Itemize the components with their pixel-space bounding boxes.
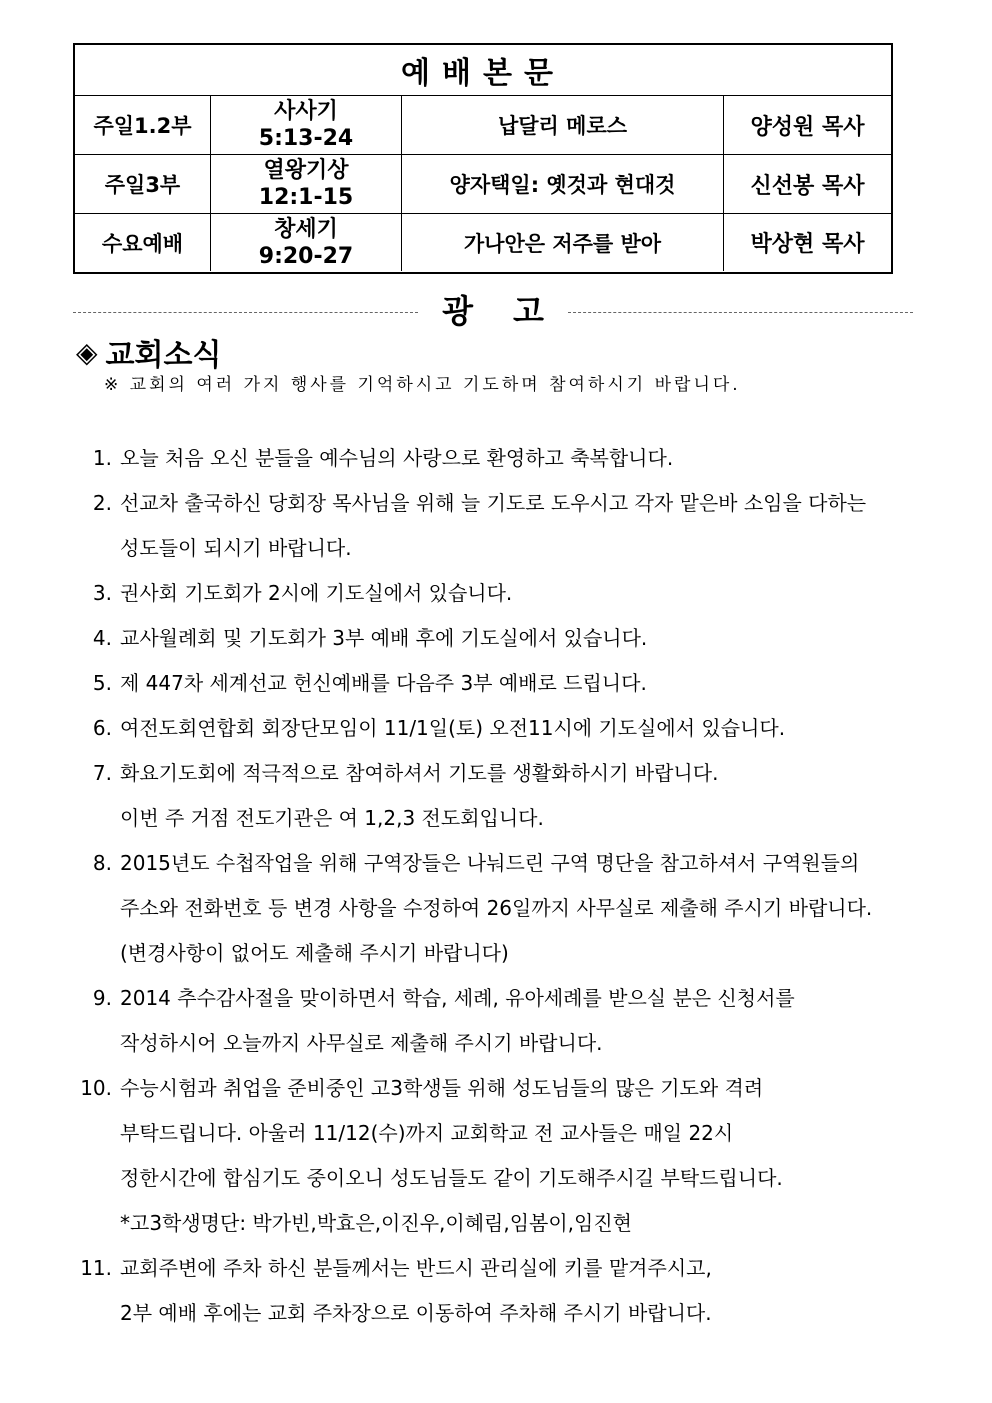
item-text: 정한시간에 합심기도 중이오니 성도님들도 같이 기도해주시길 부탁드립니다. bbox=[120, 1166, 783, 1190]
item-text: 제 447차 세계선교 헌신예배를 다음주 3부 예배로 드립니다. bbox=[120, 671, 647, 695]
list-item-line bbox=[0, 571, 992, 616]
item-text: 2015년도 수첩작업을 위해 구역장들은 나눠드린 구역 명단을 참고하셔서 구역원들의 bbox=[120, 851, 860, 875]
list-item-line bbox=[0, 976, 992, 1021]
list-item-line bbox=[0, 751, 992, 796]
item-text: 2부 예배 후에는 교회 주차장으로 이동하여 주차해 주시기 바랍니다. bbox=[120, 1301, 712, 1325]
list-item-line bbox=[0, 436, 992, 481]
sermon-table bbox=[73, 43, 893, 274]
preacher-cell: 신선봉 목사 bbox=[750, 173, 865, 199]
diamond-bullet-icon: ◈ bbox=[76, 335, 98, 369]
item-number: 11. bbox=[80, 1256, 112, 1280]
list-item-line bbox=[0, 1246, 992, 1291]
list-item-line bbox=[0, 1066, 992, 1111]
scripture-cell bbox=[211, 214, 402, 271]
item-number: 1. bbox=[92, 446, 112, 470]
list-item-line bbox=[0, 661, 992, 706]
list-item-line bbox=[0, 931, 992, 976]
item-text: 2014 추수감사절을 맞이하면서 학습, 세례, 유아세례를 받으실 분은 신청서를 bbox=[120, 986, 795, 1010]
sermon-table-title: 예배본문 bbox=[75, 45, 891, 96]
sermon-title-cell: 납달리 메로스 bbox=[402, 96, 724, 154]
section-note: ※ 교회의 여러 가지 행사를 기억하시고 기도하며 참여하시기 바랍니다. bbox=[104, 375, 741, 395]
scripture-cell bbox=[211, 96, 402, 154]
section-title: 교회소식 bbox=[105, 338, 222, 373]
list-item-line bbox=[0, 706, 992, 751]
item-number: 3. bbox=[92, 581, 112, 605]
section-heading bbox=[76, 330, 221, 374]
item-text: 선교차 출국하신 당회장 목사님을 위해 늘 기도로 도우시고 각자 맡은바 소임을 다하는 bbox=[120, 491, 867, 515]
list-item-line bbox=[0, 1291, 992, 1336]
preacher-cell: 양성원 목사 bbox=[750, 114, 865, 140]
list-item-line bbox=[0, 796, 992, 841]
item-text: 권사회 기도회가 2시에 기도실에서 있습니다. bbox=[120, 581, 513, 605]
item-text: 오늘 처음 오신 분들을 예수님의 사랑으로 환영하고 축복합니다. bbox=[120, 446, 674, 470]
item-text: 성도들이 되시기 바랍니다. bbox=[120, 536, 352, 560]
sermon-title-cell: 양자택일: 옛것과 현대것 bbox=[402, 155, 724, 213]
item-text: 교회주변에 주차 하신 분들께서는 반드시 관리실에 키를 맡겨주시고, bbox=[120, 1256, 712, 1280]
list-item-line bbox=[0, 526, 992, 571]
dashed-line bbox=[568, 312, 913, 313]
scripture-book: 창세기 bbox=[274, 216, 338, 242]
scripture-verse: 12:1-15 bbox=[258, 185, 354, 210]
item-text: 수능시험과 취업을 준비중인 고3학생들 위해 성도님들의 많은 기도와 격려 bbox=[120, 1076, 764, 1100]
sermon-row bbox=[75, 96, 891, 155]
item-text: *고3학생명단: 박가빈,박효은,이진우,이혜림,임봄이,임진현 bbox=[120, 1211, 632, 1235]
announcement-list bbox=[0, 436, 992, 1336]
item-text: (변경사항이 없어도 제출해 주시기 바랍니다) bbox=[120, 941, 509, 965]
item-text: 교사월례회 및 기도회가 3부 예배 후에 기도실에서 있습니다. bbox=[120, 626, 648, 650]
service-cell: 주일1.2부 bbox=[75, 96, 211, 154]
list-item-line bbox=[0, 1111, 992, 1156]
scripture-cell bbox=[211, 155, 402, 213]
list-item-line bbox=[0, 841, 992, 886]
scripture-book: 사사기 bbox=[274, 99, 338, 124]
scripture-verse: 5:13-24 bbox=[258, 126, 354, 151]
item-number: 9. bbox=[92, 986, 112, 1010]
service-cell: 주일3부 bbox=[75, 155, 211, 213]
scripture-book: 열왕기상 bbox=[263, 158, 349, 183]
list-item-line bbox=[0, 1156, 992, 1201]
sermon-title-cell: 가나안은 저주를 받아 bbox=[402, 214, 724, 271]
sermon-row bbox=[75, 155, 891, 214]
item-number: 6. bbox=[92, 716, 112, 740]
list-item-line bbox=[0, 1201, 992, 1246]
service-cell: 수요예배 bbox=[75, 214, 211, 271]
sermon-row bbox=[75, 214, 891, 271]
item-text: 주소와 전화번호 등 변경 사항을 수정하여 26일까지 사무실로 제출해 주시기 바랍니다. bbox=[120, 896, 873, 920]
announcements-divider bbox=[73, 286, 913, 330]
item-number: 5. bbox=[92, 671, 112, 695]
item-text: 부탁드립니다. 아울러 11/12(수)까지 교회학교 전 교사들은 매일 22시 bbox=[120, 1121, 734, 1145]
item-number: 8. bbox=[92, 851, 112, 875]
item-number: 4. bbox=[92, 626, 112, 650]
item-text: 화요기도회에 적극적으로 참여하셔서 기도를 생활화하시기 바랍니다. bbox=[120, 761, 719, 785]
item-number: 7. bbox=[92, 761, 112, 785]
list-item-line bbox=[0, 886, 992, 931]
announcements-title: 광고 bbox=[442, 292, 584, 330]
item-number: 10. bbox=[80, 1076, 112, 1100]
scripture-verse: 9:20-27 bbox=[258, 243, 354, 269]
list-item-line bbox=[0, 481, 992, 526]
list-item-line bbox=[0, 616, 992, 661]
item-text: 여전도회연합회 회장단모임이 11/1일(토) 오전11시에 기도실에서 있습니다. bbox=[120, 716, 786, 740]
item-text: 작성하시어 오늘까지 사무실로 제출해 주시기 바랍니다. bbox=[120, 1031, 603, 1055]
item-number: 2. bbox=[92, 491, 112, 515]
list-item-line bbox=[0, 1021, 992, 1066]
item-text: 이번 주 거점 전도기관은 여 1,2,3 전도회입니다. bbox=[120, 806, 544, 830]
preacher-cell: 박상현 목사 bbox=[750, 232, 865, 257]
